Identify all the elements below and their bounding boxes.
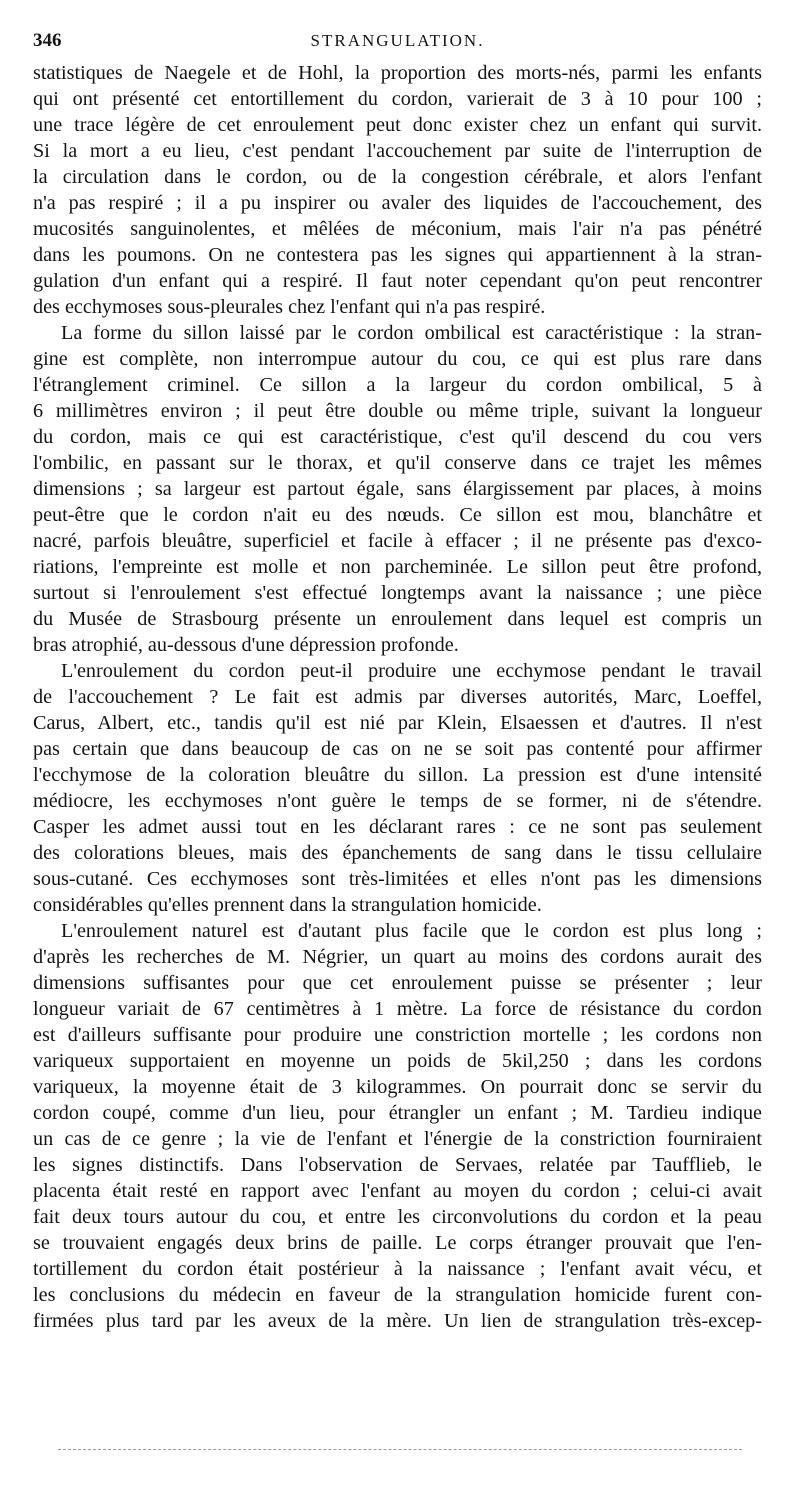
body-text [33, 60, 762, 1334]
text-line: gulation d'un enfant qui a respiré. Il faut noter cependant qu'on peut rencontrer [33, 270, 762, 292]
text-line: l'ecchymose de la coloration bleuâtre du sillon. La pression est d'une intensité [33, 764, 762, 786]
text-line: statistiques de Naegele et de Hohl, la proportion des morts-nés, parmi les enfants [33, 62, 762, 84]
text-line: une trace légère de cet enroulement peut donc exister chez un enfant qui survit. [33, 114, 762, 136]
text-line: l'ombilic, en passant sur le thorax, et qu'il conserve dans ce trajet les mêmes [33, 452, 762, 474]
text-line: de l'accouchement ? Le fait est admis par diverses autorités, Marc, Loeffel, [33, 686, 762, 708]
text-line: placenta était resté en rapport avec l'enfant au moyen du cordon ; celui-ci avait [33, 1180, 762, 1202]
running-head [33, 30, 762, 56]
text-line: variqueux supportaient en moyenne un poids de 5kil,250 ; dans les cordons [33, 1050, 762, 1072]
text-line: Casper les admet aussi tout en les déclarant rares : ce ne sont pas seulement [33, 816, 762, 838]
text-line: L'enroulement du cordon peut-il produire une ecchymose pendant le travail [61, 660, 762, 682]
text-line: un cas de ce genre ; la vie de l'enfant et l'énergie de la constriction fourniraient [33, 1128, 762, 1150]
paragraph-1 [33, 60, 762, 320]
text-line: qui ont présenté cet entortillement du cordon, varierait de 3 à 10 pour 100 ; [33, 88, 762, 110]
paragraph-4 [33, 918, 762, 1334]
text-line: sous-cutané. Ces ecchymoses sont très-limitées et elles n'ont pas les dimensions [33, 868, 762, 890]
text-line: des ecchymoses sous-pleurales chez l'enfant qui n'a pas respiré. [33, 296, 546, 318]
text-line: gine est complète, non interrompue autour du cou, ce qui est plus rare dans [33, 348, 762, 370]
text-line: Carus, Albert, etc., tandis qu'il est nié par Klein, Elsaessen et d'autres. Il n'est [33, 712, 762, 734]
paragraph-2 [33, 320, 762, 658]
text-line: d'après les recherches de M. Négrier, un quart au moins des cordons aurait des [33, 946, 762, 968]
text-line: dimensions ; sa largeur est partout égale, sans élargissement par places, à moins [33, 478, 762, 500]
text-line: se trouvaient engagés deux brins de paille. Le corps étranger prouvait que l'en- [33, 1232, 762, 1254]
text-line: médiocre, les ecchymoses n'ont guère le temps de se former, ni de s'étendre. [33, 790, 762, 812]
text-line: tortillement du cordon était postérieur à la naissance ; l'enfant avait vécu, et [33, 1258, 762, 1280]
text-line: la circulation dans le cordon, ou de la congestion cérébrale, et alors l'enfant [33, 166, 762, 188]
text-line: l'étranglement criminel. Ce sillon a la largeur du cordon ombilical, 5 à [33, 374, 762, 396]
text-line: n'a pas respiré ; il a pu inspirer ou avaler des liquides de l'accouchement, des [33, 192, 762, 214]
text-line: les conclusions du médecin en faveur de la strangulation homicide furent con- [33, 1284, 762, 1306]
text-line: des colorations bleues, mais des épanchements de sang dans le tissu cellulaire [33, 842, 762, 864]
footer-rule [58, 1449, 742, 1450]
paragraph-3 [33, 658, 762, 918]
text-line: L'enroulement naturel est d'autant plus facile que le cordon est plus long ; [61, 920, 762, 942]
page-number: 346 [33, 30, 62, 51]
text-line: les signes distinctifs. Dans l'observation de Servaes, relatée par Taufflieb, le [33, 1154, 762, 1176]
text-line: dans les poumons. On ne contestera pas les signes qui appartiennent à la stran- [33, 244, 762, 266]
text-line: mucosités sanguinolentes, et mêlées de méconium, mais l'air n'a pas pénétré [33, 218, 762, 240]
text-line: considérables qu'elles prennent dans la strangulation homicide. [33, 894, 542, 916]
text-line: 6 millimètres environ ; il peut être double ou même triple, suivant la longueur [33, 400, 762, 422]
text-line: peut-être que le cordon n'ait eu des nœuds. Ce sillon est mou, blanchâtre et [33, 504, 762, 526]
text-line: nacré, parfois bleuâtre, superficiel et facile à effacer ; il ne présente pas d'exco- [33, 530, 762, 552]
text-line: est d'ailleurs suffisante pour produire une constriction mortelle ; les cordons non [33, 1024, 762, 1046]
running-title: STRANGULATION. [310, 31, 485, 50]
text-line: dimensions suffisantes pour que cet enroulement puisse se présenter ; leur [33, 972, 762, 994]
text-line: pas certain que dans beaucoup de cas on ne se soit pas contenté pour affirmer [33, 738, 762, 760]
text-line: Si la mort a eu lieu, c'est pendant l'accouchement par suite de l'interruption de [33, 140, 762, 162]
text-line: fait deux tours autour du cou, et entre les circonvolutions du cordon et la peau [33, 1206, 762, 1228]
text-line: variqueux, la moyenne était de 3 kilogrammes. On pourrait donc se servir du [33, 1076, 762, 1098]
text-line: La forme du sillon laissé par le cordon ombilical est caractéristique : la stran- [61, 322, 762, 344]
text-line: du Musée de Strasbourg présente un enroulement dans lequel est compris un [33, 608, 762, 630]
text-line: longueur variait de 67 centimètres à 1 mètre. La force de résistance du cordon [33, 998, 762, 1020]
text-line: riations, l'empreinte est molle et non parcheminée. Le sillon peut être profond, [33, 556, 762, 578]
text-line: cordon coupé, comme d'un lieu, pour étrangler un enfant ; M. Tardieu indique [33, 1102, 762, 1124]
text-line: firmées plus tard par les aveux de la mère. Un lien de strangulation très-excep- [33, 1310, 762, 1332]
text-line: surtout si l'enroulement s'est effectué longtemps avant la naissance ; une pièce [33, 582, 762, 604]
text-line: bras atrophié, au-dessous d'une dépression profonde. [33, 634, 459, 656]
text-line: du cordon, mais ce qui est caractéristique, c'est qu'il descend du cou vers [33, 426, 762, 448]
